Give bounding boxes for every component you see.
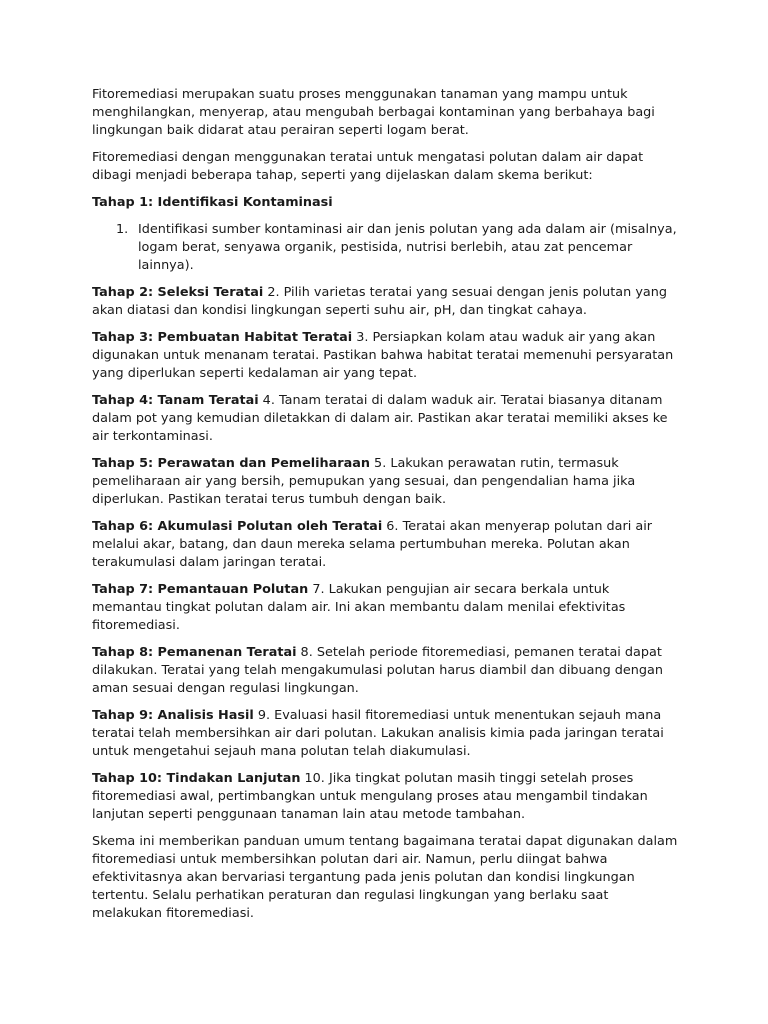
- step-4-heading: Tahap 4: Tanam Teratai: [92, 393, 259, 408]
- document-page: [92, 86, 682, 932]
- step-6-paragraph: [92, 518, 682, 572]
- step-8-text: 8. Setelah periode fitoremediasi, pemanen teratai dapat dilakukan. Teratai yang telah mengakumulasi polutan harus diambil dan dibuang dengan aman sesuai dengan regulasi lingkungan.: [92, 645, 663, 696]
- step-4-text: 4. Tanam teratai di dalam waduk air. Teratai biasanya ditanam dalam pot yang kemudian diletakkan di dalam air. Pastikan akar teratai memiliki akses ke air terkontaminasi.: [92, 393, 668, 444]
- closing-paragraph: Skema ini memberikan panduan umum tentang bagaimana teratai dapat digunakan dalam fitoremediasi untuk membersihkan polutan dari air. Namun, perlu diingat bahwa efektivitasnya akan bervariasi tergantung pada jenis polutan dan kondisi lingkungan tertentu. Selalu perhatikan peraturan dan regulasi lingkungan yang berlaku saat melakukan fitoremediasi.: [92, 834, 678, 921]
- list-number: 1.: [116, 222, 129, 237]
- step-9-paragraph: [92, 707, 682, 761]
- step-9-text: 9. Evaluasi hasil fitoremediasi untuk menentukan sejauh mana teratai telah membersihkan air dari polutan. Lakukan analisis kimia pada jaringan teratai untuk mengetahui sejauh mana polutan telah diakumulasi.: [92, 708, 664, 759]
- step-3-text: 3. Persiapkan kolam atau waduk air yang akan digunakan untuk menanam teratai. Pastikan bahwa habitat teratai memenuhi persyaratan yang diperlukan seperti kedalaman air yang tepat.: [92, 330, 674, 381]
- step-4-paragraph: [92, 392, 682, 446]
- step-10-heading: Tahap 10: Tindakan Lanjutan: [92, 771, 301, 786]
- step-8-paragraph: [92, 644, 682, 698]
- step-7-heading: Tahap 7: Pemantauan Polutan: [92, 582, 309, 597]
- intro-paragraph-2: Fitoremediasi dengan menggunakan teratai untuk mengatasi polutan dalam air dapat dibagi menjadi beberapa tahap, seperti yang dijelaskan dalam skema berikut:: [92, 150, 644, 183]
- intro-paragraph-1: Fitoremediasi merupakan suatu proses menggunakan tanaman yang mampu untuk menghilangkan, menyerap, atau mengubah berbagai kontaminan yang berbahaya bagi lingkungan baik didarat atau perairan seperti logam berat.: [92, 87, 655, 138]
- step-3-heading: Tahap 3: Pembuatan Habitat Teratai: [92, 330, 353, 345]
- step-10-text: 10. Jika tingkat polutan masih tinggi setelah proses fitoremediasi awal, pertimbangkan untuk mengulang proses atau mengambil tindakan lanjutan seperti penggunaan tanaman lain atau metode tambahan.: [92, 771, 648, 822]
- step-1-list: [92, 221, 682, 275]
- step-2-heading: Tahap 2: Seleksi Teratai: [92, 285, 264, 300]
- list-item: [92, 221, 682, 275]
- step-3-paragraph: [92, 329, 682, 383]
- step-7-text: 7. Lakukan pengujian air secara berkala untuk memantau tingkat polutan dalam air. Ini akan membantu dalam menilai efektivitas fitoremediasi.: [92, 582, 626, 633]
- step-9-heading: Tahap 9: Analisis Hasil: [92, 708, 254, 723]
- step-6-heading: Tahap 6: Akumulasi Polutan oleh Teratai: [92, 519, 383, 534]
- step-2-paragraph: [92, 284, 682, 320]
- step-5-text: 5. Lakukan perawatan rutin, termasuk pemeliharaan air yang bersih, pemupukan yang sesuai, dan pengendalian hama jika diperlukan. Pastikan teratai terus tumbuh dengan baik.: [92, 456, 636, 507]
- step-8-heading: Tahap 8: Pemanenan Teratai: [92, 645, 297, 660]
- list-item-text: Identifikasi sumber kontaminasi air dan jenis polutan yang ada dalam air (misalnya, logam berat, senyawa organik, pestisida, nutrisi berlebih, atau zat pencemar lainnya).: [138, 222, 677, 273]
- step-5-paragraph: [92, 455, 682, 509]
- step-7-paragraph: [92, 581, 682, 635]
- step-2-text: 2. Pilih varietas teratai yang sesuai dengan jenis polutan yang akan diatasi dan kondisi lingkungan seperti suhu air, pH, dan tingkat cahaya.: [92, 285, 667, 318]
- step-6-text: 6. Teratai akan menyerap polutan dari air melalui akar, batang, dan daun mereka selama pertumbuhan mereka. Polutan akan terakumulasi dalam jaringan teratai.: [92, 519, 653, 570]
- step-10-paragraph: [92, 770, 682, 824]
- step-5-heading: Tahap 5: Perawatan dan Pemeliharaan: [92, 456, 370, 471]
- step-1-heading: Tahap 1: Identifikasi Kontaminasi: [92, 195, 333, 210]
